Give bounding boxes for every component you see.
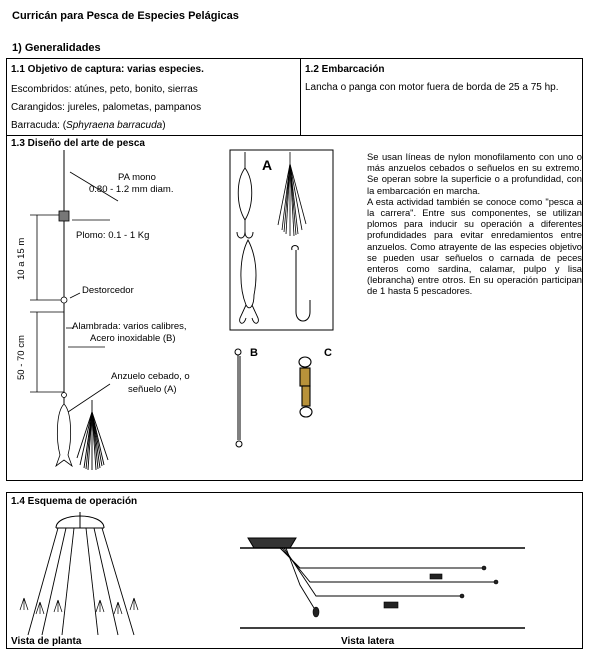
destorcedor-label: Destorcedor (82, 285, 134, 296)
side-view-lures (313, 566, 498, 617)
embarcacion-heading: 1.2 Embarcación (305, 64, 385, 75)
carangidos-text: Carangidos: jureles, palometas, pampanos (11, 102, 202, 113)
plan-view-lines (28, 528, 134, 635)
section-generalidades-heading: 1) Generalidades (12, 42, 101, 54)
pa-mono-diameter-label: 0.80 - 1.2 mm diam. (89, 184, 174, 195)
diseno-heading: 1.3 Diseño del arte de pesca (11, 138, 145, 149)
vista-planta-label: Vista de planta (11, 636, 82, 647)
diseno-paragraph-1: Se usan líneas de nylon monofilamento con uno o más anzuelos cebados o señuelos en su extremo. Se operan sobre la superficie o a profundidad, con la embarcación en marcha. (367, 151, 582, 196)
dim-10-15-label: 10 a 15 m (16, 237, 27, 280)
diseno-paragraph-2: A esta actividad también se conoce como "pesca a la carrera". Entre sus componentes, se utilizan plomos para inducir su operación a diferentes profundidades para evitar enredamientos entre anzuelos. Como atrayente de las especies objetivo se pueden usar señuelos o carnada de peces enteros como sardina, calamar, pulpo y lisa (lebrancha) entre otros. En su operación participan de 1 hasta 5 pescadores. (367, 195, 582, 297)
pa-mono-label: PA mono (118, 172, 156, 183)
figure-a-label: A (262, 157, 273, 173)
alambrada-label: Alambrada: varios calibres, (72, 321, 187, 332)
plan-view-boat-icon (56, 512, 104, 528)
acero-label: Acero inoxidable (B) (90, 333, 176, 344)
barracuda-close: ) (162, 120, 166, 131)
dim-50-70-label: 50 - 70 cm (16, 335, 27, 380)
senuelo-label: señuelo (A) (128, 384, 177, 395)
document-title: Curricán para Pesca de Especies Pelágicas (12, 10, 239, 22)
barracuda-label: Barracuda: ( (11, 120, 67, 131)
escombridos-text: Escombridos: atúnes, peto, bonito, sierras (11, 84, 198, 95)
objetivo-heading: 1.1 Objetivo de captura: varias especies. (11, 64, 204, 75)
vista-lateral-label: Vista latera (341, 636, 395, 647)
embarcacion-text: Lancha o panga con motor fuera de borda de 25 a 75 hp. (305, 82, 559, 93)
side-view-lines (280, 548, 496, 608)
side-view-boat-icon (248, 538, 296, 548)
figure-b-label: B (250, 347, 258, 359)
plomo-label: Plomo: 0.1 - 1 Kg (76, 230, 150, 241)
barracuda-species: Sphyraena barracuda (66, 120, 163, 131)
anzuelo-label: Anzuelo cebado, o (111, 371, 190, 382)
figure-c-label: C (324, 347, 332, 359)
esquema-heading: 1.4 Esquema de operación (11, 496, 138, 507)
